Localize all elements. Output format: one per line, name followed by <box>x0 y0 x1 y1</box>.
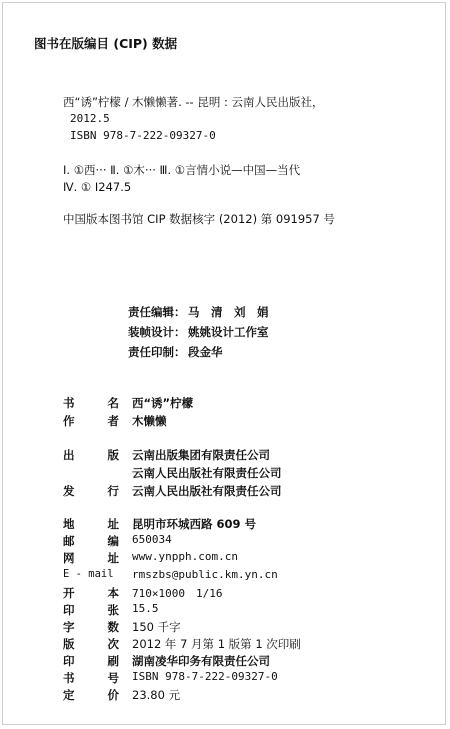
info-label-sheets: 印 张 <box>63 603 119 617</box>
info-value-edition: 2012 年 7 月第 1 版第 1 次印刷 <box>132 637 301 651</box>
credit-label-design: 装帧设计： <box>128 325 186 339</box>
cip-date-line: 2012.5 <box>70 112 110 125</box>
info-value-printer: 湖南凌华印务有限责任公司 <box>132 654 270 668</box>
info-label-edition: 版 次 <box>63 637 119 651</box>
info-label-book-number: 书 号 <box>63 671 119 685</box>
cip-title-line: 西“诱”柠檬 / 木懒懒著. -- 昆明 : 云南人民出版社， <box>63 95 324 109</box>
info-label-wordcount: 字 数 <box>63 620 119 634</box>
info-label-publisher: 出 版 <box>63 448 119 462</box>
credit-label-printing: 责任印制： <box>128 345 186 359</box>
info-value-publisher-2: 云南人民出版社有限责任公司 <box>132 466 282 480</box>
cip-classification-line-1: Ⅰ. ①西··· Ⅱ. ①木··· Ⅲ. ①言情小说—中国—当代 <box>63 163 301 177</box>
info-label-format: 开 本 <box>63 586 119 600</box>
credit-label-editor: 责任编辑： <box>128 305 186 319</box>
info-value-book-number: ISBN 978-7-222-09327-0 <box>132 670 278 683</box>
info-value-website: www.ynpph.com.cn <box>132 550 238 563</box>
info-value-publisher: 云南出版集团有限责任公司 <box>132 448 270 462</box>
info-label-title: 书 名 <box>63 396 119 410</box>
info-value-price: 23.80 元 <box>132 688 181 702</box>
info-label-price: 定 价 <box>63 688 119 702</box>
info-label-printer: 印 刷 <box>63 654 119 668</box>
info-value-postcode: 650034 <box>132 533 172 546</box>
info-value-author: 木懒懒 <box>132 414 167 428</box>
info-value-sheets: 15.5 <box>132 602 159 615</box>
cip-record-line: 中国版本图书馆 CIP 数据核字 (2012) 第 091957 号 <box>63 212 335 226</box>
credit-value-design: 姚姚设计工作室 <box>188 325 269 339</box>
info-label-distributor: 发 行 <box>63 484 119 498</box>
info-value-wordcount: 150 千字 <box>132 620 181 634</box>
info-label-author: 作 者 <box>63 414 119 428</box>
info-label-address: 地 址 <box>63 517 119 531</box>
info-value-address: 昆明市环城西路 609 号 <box>132 517 257 531</box>
info-value-format: 710×1000 1/16 <box>132 587 223 600</box>
info-value-distributor: 云南人民出版社有限责任公司 <box>132 484 282 498</box>
credit-value-editor: 马 清 刘 娟 <box>188 305 269 319</box>
info-label-postcode: 邮 编 <box>63 534 119 548</box>
info-label-website: 网 址 <box>63 551 119 565</box>
cip-isbn-line: ISBN 978-7-222-09327-0 <box>70 129 216 142</box>
credit-value-printing: 段金华 <box>188 345 223 359</box>
cip-heading: 图书在版编目 (CIP) 数据 <box>34 36 178 51</box>
info-value-email: rmszbs@public.km.yn.cn <box>132 568 278 581</box>
info-label-email: E - mail <box>63 568 114 580</box>
info-value-title: 西“诱”柠檬 <box>132 396 194 410</box>
cip-classification-line-2: Ⅳ. ① I247.5 <box>63 180 132 194</box>
